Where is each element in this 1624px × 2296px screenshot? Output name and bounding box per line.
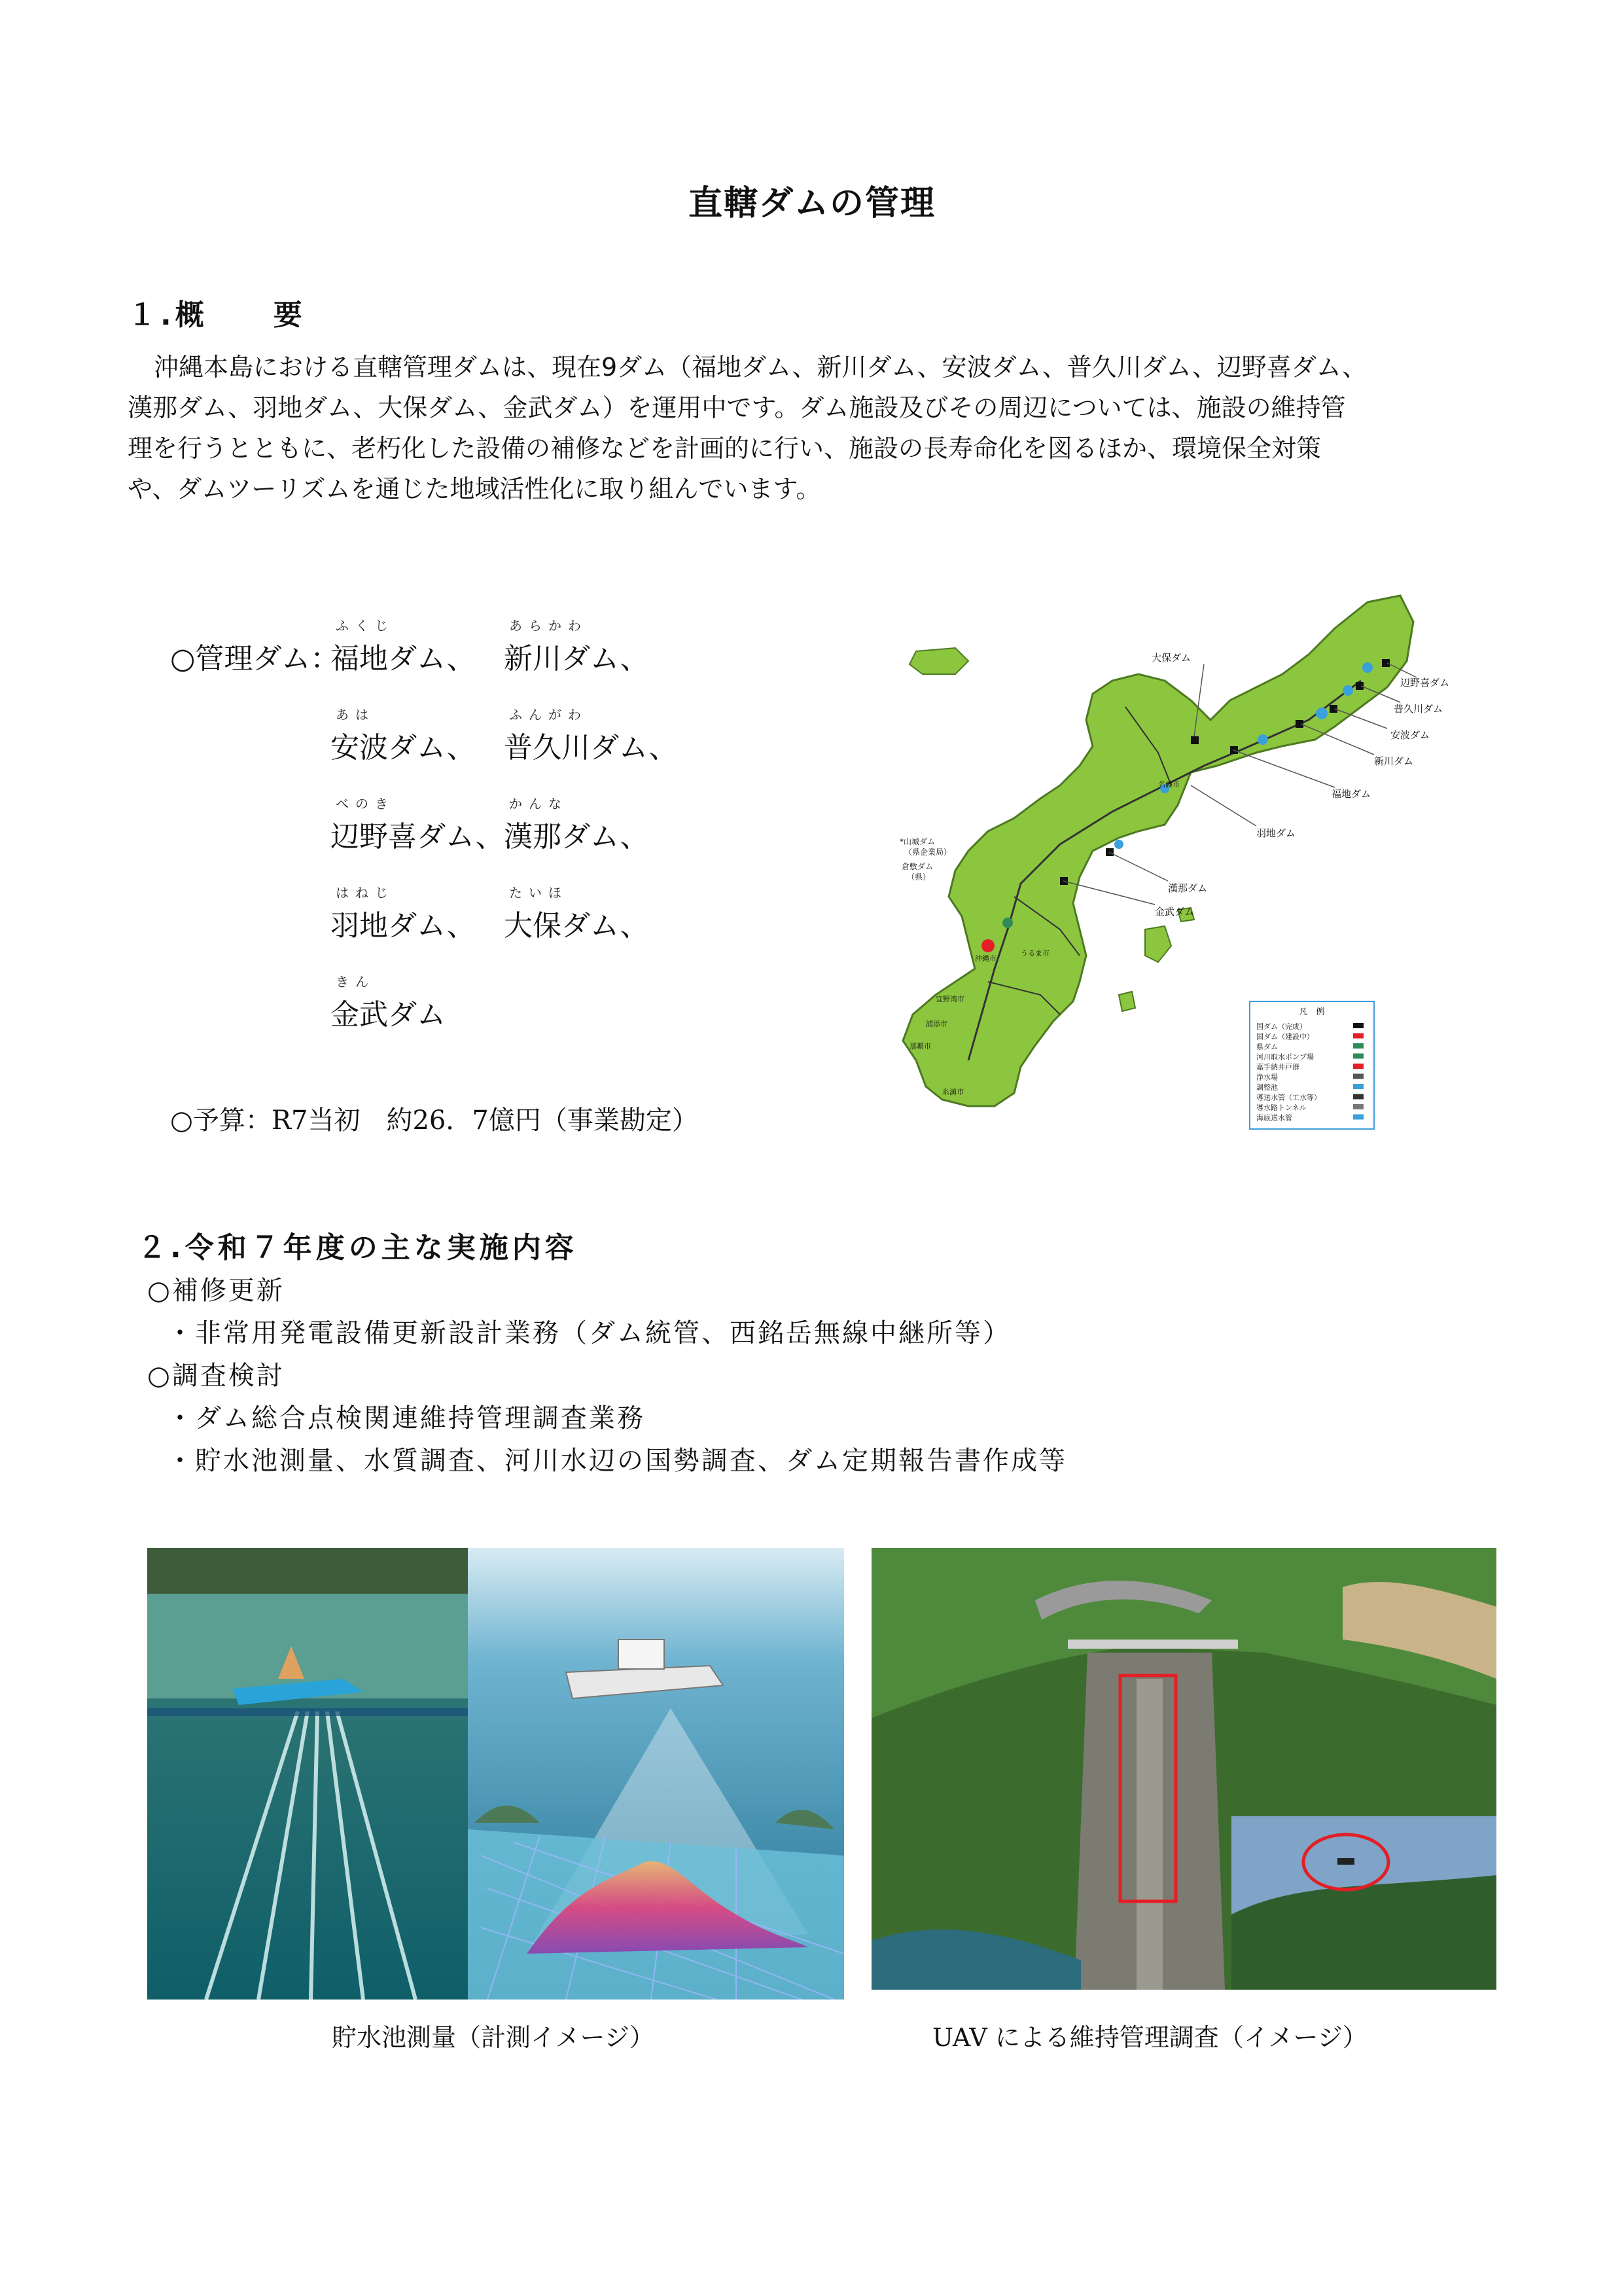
map-label-fungawa: 普久川ダム — [1394, 703, 1443, 715]
legend-item: 県ダム — [1256, 1043, 1278, 1051]
legend-item: 調整池 — [1256, 1083, 1278, 1092]
map-label-ginowan: 宜野湾市 — [936, 995, 964, 1003]
map-label-kurashiki: 倉敷ダム — [902, 862, 934, 871]
legend-item: 導送水管（工水等） — [1256, 1093, 1321, 1102]
dam-name: 新川ダム、 — [504, 642, 649, 675]
dam-furigana: あは — [336, 707, 375, 723]
legend-symbol — [1353, 1023, 1364, 1028]
dam-name: 普久川ダム、 — [504, 731, 678, 764]
dam-furigana: ふくじ — [336, 618, 395, 634]
okinawa-dam-map — [864, 589, 1472, 1165]
map-label-benoki: 辺野喜ダム — [1400, 677, 1450, 689]
budget-text: ○予算：R7当初 約26．7億円（事業勘定） — [170, 1105, 698, 1136]
dam-name: 福地ダム、 — [330, 642, 476, 675]
map-label-fukuji: 福地ダム — [1332, 788, 1371, 800]
map-label-naha: 那覇市 — [909, 1042, 931, 1050]
legend-symbol — [1353, 1064, 1364, 1069]
paragraph-line: 漢那ダム、羽地ダム、大保ダム、金武ダム）を運用中です。ダム施設及びその周辺については、施設の維持管 — [128, 393, 1346, 422]
legend-item: 海底送水管 — [1256, 1113, 1292, 1122]
map-label-kanna: 漢那ダム — [1168, 882, 1208, 894]
map-label-itoman: 糸満市 — [942, 1088, 964, 1096]
legend-symbol — [1353, 1043, 1364, 1049]
dam-furigana: たいほ — [509, 885, 568, 901]
legend-symbol — [1353, 1033, 1364, 1039]
paragraph-line: 沖縄本島における直轄管理ダムは、現在9ダム（福地ダム、新川ダム、安波ダム、普久川ダム、辺野喜ダム、 — [154, 353, 1367, 382]
dam-furigana: かんな — [509, 796, 568, 812]
legend-item: 河川取水ポンプ場 — [1256, 1052, 1314, 1062]
plan-item: ・貯水池測量、水質調査、河川水辺の国勢調査、ダム定期報告書作成等 — [167, 1446, 1067, 1476]
uav-survey-image — [872, 1548, 1496, 1990]
plan-item: ・非常用発電設備更新設計業務（ダム統管、西銘岳無線中継所等） — [167, 1318, 1011, 1348]
paragraph-line: 理を行うとともに、老朽化した設備の補修などを計画的に行い、施設の長寿命化を図るほか、環境保全対策 — [128, 434, 1322, 463]
dam-name: 金武ダム — [330, 998, 446, 1031]
dam-name: 漢那ダム、 — [504, 820, 649, 853]
page-title: 直轄ダムの管理 — [688, 184, 936, 223]
legend-item: 嘉手納井戸群 — [1256, 1063, 1299, 1071]
legend-item: 国ダム（建設中） — [1256, 1032, 1314, 1041]
map-label-yamashiro-sub: （県企業局） — [904, 848, 952, 857]
map-label-arakawa: 新川ダム — [1374, 755, 1414, 767]
legend-symbol — [1353, 1094, 1364, 1100]
map-label-urasoe: 浦添市 — [926, 1020, 947, 1028]
map-label-aha: 安波ダム — [1390, 729, 1430, 741]
map-label-nago: 名護市 — [1158, 780, 1180, 789]
dam-name: 辺野喜ダム、 — [330, 820, 504, 853]
legend-item: 導水路トンネル — [1256, 1103, 1307, 1112]
map-label-haneji: 羽地ダム — [1256, 827, 1296, 839]
dam-furigana: あらかわ — [509, 618, 588, 634]
legend-symbol — [1353, 1115, 1364, 1120]
map-label-okinawa: 沖縄市 — [975, 954, 997, 963]
overview-paragraph — [128, 347, 1495, 509]
plan-item: ○補修更新 — [147, 1276, 285, 1306]
dam-name: 羽地ダム、 — [330, 909, 476, 942]
map-label-taiho: 大保ダム — [1152, 652, 1192, 664]
paragraph-line: や、ダムツーリズムを通じた地域活性化に取り組んでいます。 — [128, 475, 821, 503]
plan-item: ○調査検討 — [147, 1361, 285, 1391]
legend-symbol — [1353, 1074, 1364, 1079]
left-photo-caption: 貯水池測量（計測イメージ） — [332, 2023, 654, 2052]
legend-title: 凡 例 — [1299, 1007, 1325, 1017]
section-heading-overview: １.概 要 — [128, 298, 306, 332]
legend-symbol — [1353, 1054, 1364, 1059]
map-label-kin: 金武ダム — [1155, 906, 1195, 918]
dam-name: 大保ダム、 — [504, 909, 649, 942]
dam-furigana: はねじ — [336, 885, 395, 901]
dam-furigana: ふんがわ — [509, 707, 588, 723]
legend-item: 国ダム（完成） — [1256, 1022, 1307, 1031]
dam-furigana: きん — [336, 974, 375, 990]
map-legend — [1250, 1001, 1374, 1129]
dam-name: 安波ダム、 — [330, 731, 476, 764]
right-photo-caption: UAV による維持管理調査（イメージ） — [932, 2023, 1368, 2052]
plan-item: ・ダム総合点検関連維持管理調査業務 — [167, 1403, 645, 1433]
dams-label: ○管理ダム： — [170, 642, 340, 675]
map-label-uruma: うるま市 — [1021, 949, 1050, 958]
dam-furigana: べのき — [336, 796, 395, 812]
legend-symbol — [1353, 1104, 1364, 1109]
legend-symbol — [1353, 1084, 1364, 1089]
map-label-kurashiki-sub: （県） — [907, 872, 931, 882]
map-label-yamashiro: *山城ダム — [900, 837, 936, 846]
section-heading-plan: ２.令和７年度の主な実施内容 — [137, 1231, 578, 1265]
reservoir-survey-image — [147, 1548, 844, 2000]
legend-item: 浄水場 — [1256, 1073, 1278, 1082]
